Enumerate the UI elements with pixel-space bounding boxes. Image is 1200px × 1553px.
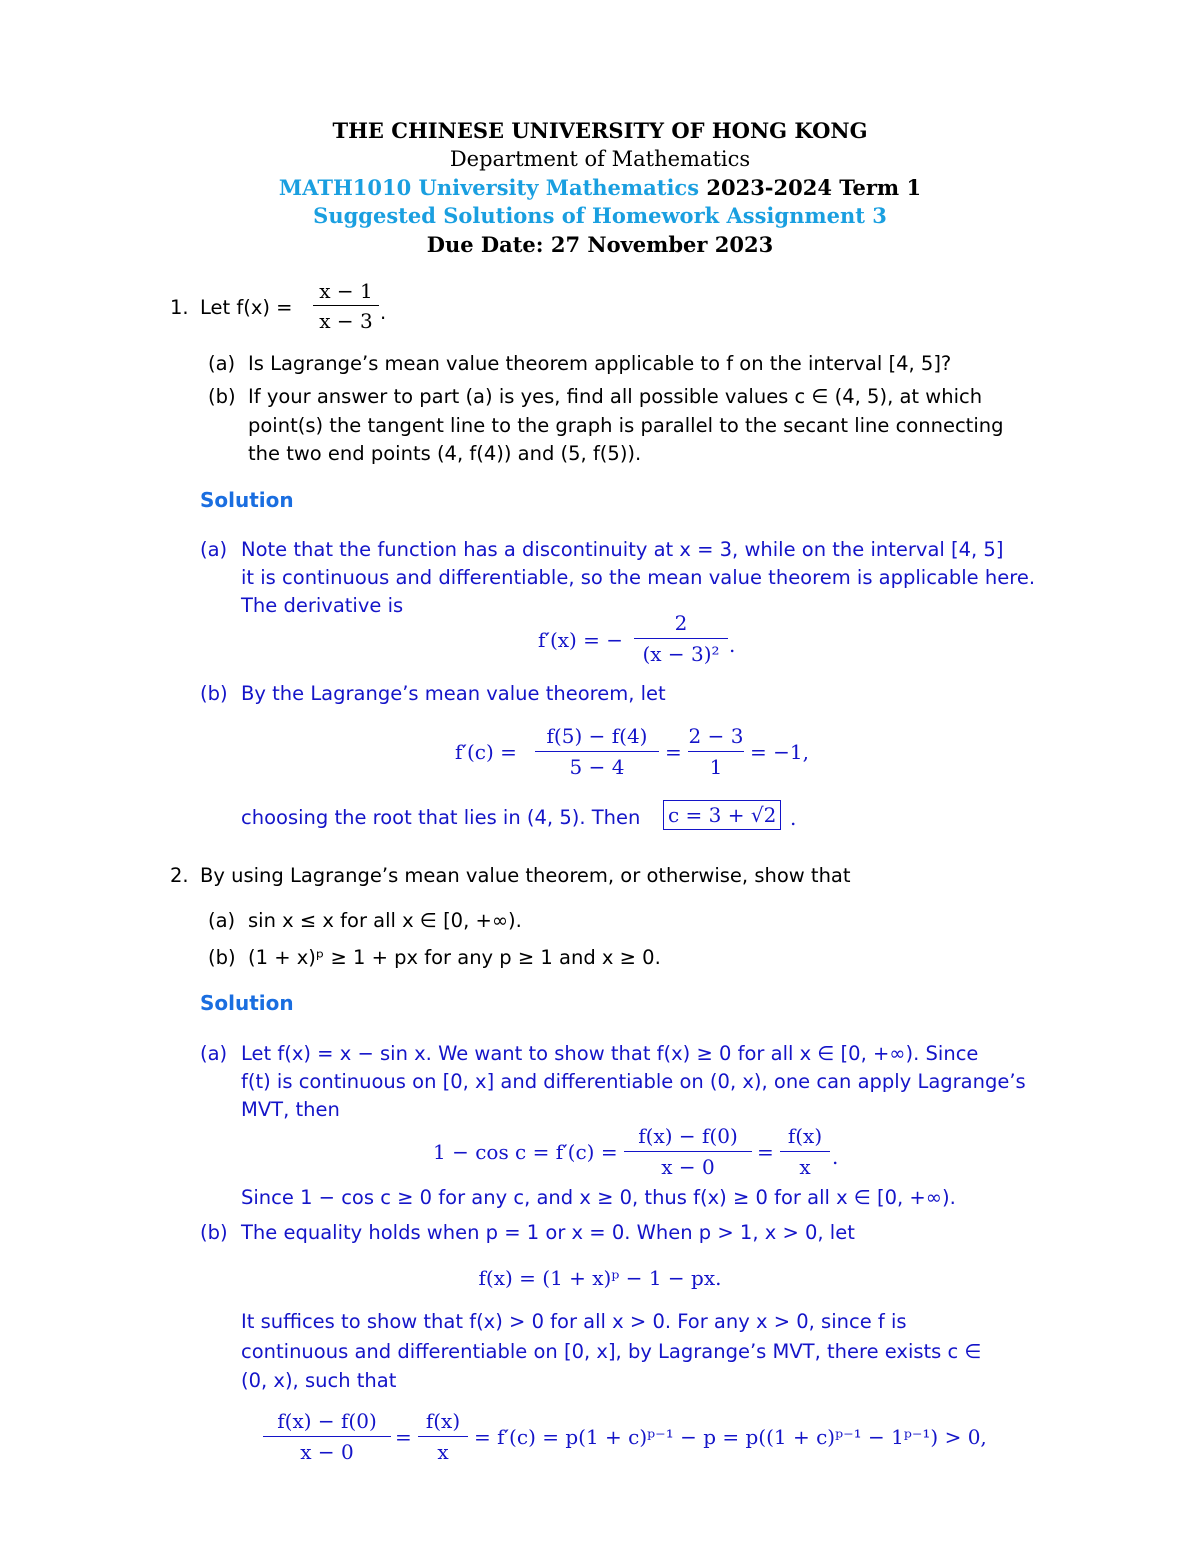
q1-sol-a-line3: The derivative is [241, 594, 404, 617]
q1-boxed-answer: c = 3 + √2 [663, 800, 781, 830]
q1-mvt-denominator2: 1 [709, 755, 723, 779]
q2-sol-a-line2: f(t) is continuous on [0, x] and differentiable on (0, x), one can apply Lagrange’s [241, 1070, 1026, 1093]
q2-number: 2. [170, 864, 189, 887]
course-name: MATH1010 University Mathematics [278, 175, 700, 200]
q2-mvt-lhs: 1 − cos c = f′(c) = [433, 1140, 618, 1164]
q2-final-rest: = f′(c) = p(1 + c)ᵖ⁻¹ − p = p((1 + c)ᵖ⁻¹ − 1ᵖ⁻¹) > 0, [474, 1425, 987, 1449]
q2-mvt-bar1 [624, 1151, 752, 1152]
q2-sol-b-line2: It suffices to show that f(x) > 0 for all x > 0. For any x > 0, since f is [241, 1310, 907, 1333]
q1-derivative-numerator: 2 [674, 611, 688, 635]
q1-stem-suffix: . [380, 301, 387, 324]
q2-mvt-end: . [832, 1145, 839, 1169]
q2-sol-a-label: (a) [200, 1042, 228, 1065]
course-term: 2023-2024 Term 1 [706, 175, 922, 200]
q2-final-denominator1: x − 0 [300, 1440, 354, 1464]
q2-final-bar2 [418, 1436, 468, 1437]
q1-solution-heading: Solution [200, 488, 294, 512]
q1-mvt-mid: = [665, 740, 682, 764]
q1-mvt-numerator1: f(5) − f(4) [546, 724, 648, 748]
due-date: Due Date: 27 November 2023 [426, 232, 774, 257]
q2-final-mid: = [395, 1425, 412, 1449]
q1a-text: Is Lagrange’s mean value theorem applicable to f on the interval [4, 5]? [248, 352, 952, 375]
q2-mvt-numerator1: f(x) − f(0) [638, 1124, 738, 1148]
q1-derivative-lhs: f′(x) = − [538, 628, 624, 652]
q2-mvt-mid: = [757, 1140, 774, 1164]
q2a-label: (a) [208, 909, 236, 932]
q1b-line3: the two end points (4, f(4)) and (5, f(5)). [248, 442, 642, 465]
q2-mvt-bar2 [780, 1151, 830, 1152]
q2-mvt-denominator2: x [799, 1155, 811, 1179]
q2-final-denominator2: x [437, 1440, 449, 1464]
q2-sol-b-line3: continuous and differentiable on [0, x], by Lagrange’s MVT, there exists c ∈ [241, 1340, 982, 1363]
q2-sol-b-label: (b) [200, 1221, 228, 1244]
assignment-title: Suggested Solutions of Homework Assignment 3 [313, 203, 887, 228]
q2-stem: By using Lagrange’s mean value theorem, or otherwise, show that [200, 864, 851, 887]
q1b-line2: point(s) the tangent line to the graph is parallel to the secant line connecting [248, 414, 1004, 437]
q1-derivative-bar [634, 638, 728, 639]
course-line [0, 175, 1200, 200]
department-name: Department of Mathematics [449, 147, 751, 171]
q1b-line1: If your answer to part (a) is yes, find all possible values c ∈ (4, 5), at which [248, 385, 983, 408]
q1-sol-a-label: (a) [200, 538, 228, 561]
q1-sol-b-line2: choosing the root that lies in (4, 5). Then [241, 806, 641, 829]
q1-fraction-numerator: x − 1 [319, 279, 373, 303]
q2-sol-a-line4: Since 1 − cos c ≥ 0 for any c, and x ≥ 0, thus f(x) ≥ 0 for all x ∈ [0, +∞). [241, 1186, 956, 1209]
q1-mvt-denominator1: 5 − 4 [569, 755, 625, 779]
q1-fraction-denominator: x − 3 [319, 309, 373, 333]
q1-number: 1. [170, 296, 189, 319]
q2-function-definition: f(x) = (1 + x)ᵖ − 1 − px. [478, 1266, 722, 1290]
q1-mvt-bar1 [535, 751, 659, 752]
q2-final-numerator2: f(x) [425, 1409, 461, 1433]
q2-solution-heading: Solution [200, 991, 294, 1015]
q1-boxed-answer-end: . [790, 806, 797, 830]
q2a-text: sin x ≤ x for all x ∈ [0, +∞). [248, 909, 522, 932]
q2-mvt-numerator2: f(x) [787, 1124, 823, 1148]
university-name: THE CHINESE UNIVERSITY OF HONG KONG [332, 118, 868, 143]
q1-mvt-numerator2: 2 − 3 [688, 724, 744, 748]
q1-sol-b-label: (b) [200, 682, 228, 705]
q2b-label: (b) [208, 946, 236, 969]
q2-sol-b-line1: The equality holds when p = 1 or x = 0. When p > 1, x > 0, let [241, 1221, 855, 1244]
q1b-label: (b) [208, 385, 236, 408]
q1-sol-b-line1: By the Lagrange’s mean value theorem, let [241, 682, 666, 705]
q2-mvt-denominator1: x − 0 [661, 1155, 715, 1179]
q2-sol-b-line4: (0, x), such that [241, 1369, 397, 1392]
q1-fraction-bar [313, 305, 379, 306]
q1-mvt-bar2 [688, 751, 744, 752]
q2b-text: (1 + x)ᵖ ≥ 1 + px for any p ≥ 1 and x ≥ 0. [248, 946, 661, 969]
q2-final-bar1 [263, 1436, 391, 1437]
q2-sol-a-line1: Let f(x) = x − sin x. We want to show that f(x) ≥ 0 for all x ∈ [0, +∞). Since [241, 1042, 979, 1065]
q2-sol-a-line3: MVT, then [241, 1098, 340, 1121]
q1-mvt-lhs: f′(c) = [455, 740, 517, 764]
q1-mvt-end: = −1, [750, 740, 809, 764]
q1-sol-a-line1: Note that the function has a discontinuity at x = 3, while on the interval [4, 5] [241, 538, 1004, 561]
q1-sol-a-line2: it is continuous and differentiable, so the mean value theorem is applicable here. [241, 566, 1036, 589]
q1-derivative-end: . [729, 633, 736, 657]
q1-derivative-denominator: (x − 3)² [642, 642, 720, 666]
q1-stem-prefix: Let f(x) = [200, 296, 293, 319]
q2-final-numerator1: f(x) − f(0) [277, 1409, 377, 1433]
q1a-label: (a) [208, 352, 236, 375]
